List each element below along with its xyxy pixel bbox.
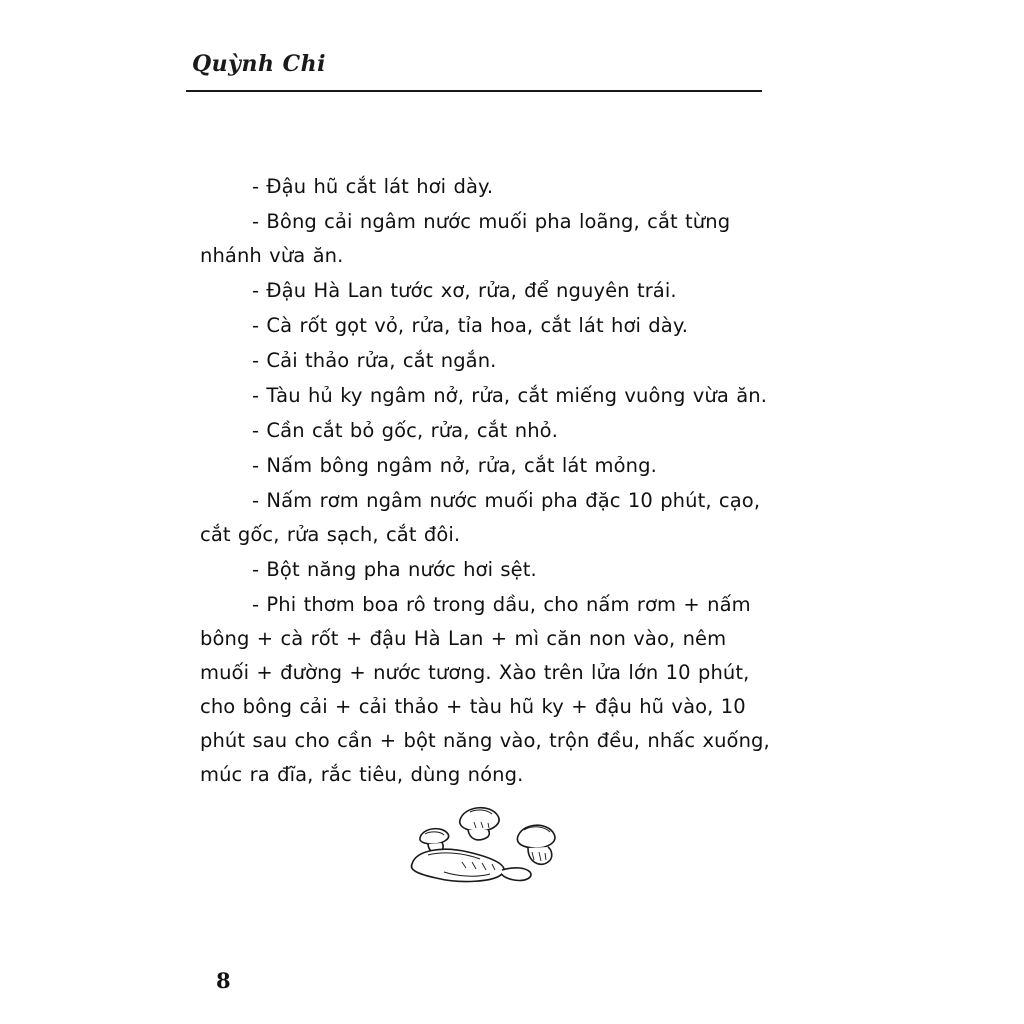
body-paragraph: - Tàu hủ ky ngâm nở, rửa, cắt miếng vuông vừa ăn. <box>252 384 767 407</box>
body-paragraph: - Cà rốt gọt vỏ, rửa, tỉa hoa, cắt lát hơi dày. <box>252 314 688 337</box>
body-paragraph: - Nấm bông ngâm nở, rửa, cắt lát mỏng. <box>252 454 657 477</box>
body-paragraph: - Đậu Hà Lan tước xơ, rửa, để nguyên trái. <box>252 279 677 302</box>
author-name: Quỳnh Chi <box>192 51 326 77</box>
header-divider <box>186 90 762 92</box>
page-header <box>186 52 762 92</box>
page-number: 8 <box>216 968 231 993</box>
body-paragraph: - Bông cải ngâm nước muối pha loãng, cắt từng nhánh vừa ăn. <box>200 210 731 267</box>
body-paragraph: - Cần cắt bỏ gốc, rửa, cắt nhỏ. <box>252 419 558 442</box>
page-body <box>200 170 770 793</box>
body-paragraph: - Phi thơm boa rô trong dầu, cho nấm rơm + nấm bông + cà rốt + đậu Hà Lan + mì căn non vào, nêm muối + đường + nước tương. Xào trên lửa lớn 10 phút, cho bông cải + cải thảo + tàu hũ ky + đậu hũ vào, 10 phút sau cho cần + bột năng vào, trộn đều, nhấc xuống, múc ra đĩa, rắc tiêu, dùng nóng. <box>200 593 770 786</box>
body-paragraph: - Đậu hũ cắt lát hơi dày. <box>252 175 494 198</box>
body-paragraph: - Nấm rơm ngâm nước muối pha đặc 10 phút, cạo, cắt gốc, rửa sạch, cắt đôi. <box>200 489 761 546</box>
body-paragraph: - Cải thảo rửa, cắt ngắn. <box>252 349 497 372</box>
body-paragraph: - Bột năng pha nước hơi sệt. <box>252 558 537 581</box>
mushrooms-icon <box>398 792 598 902</box>
